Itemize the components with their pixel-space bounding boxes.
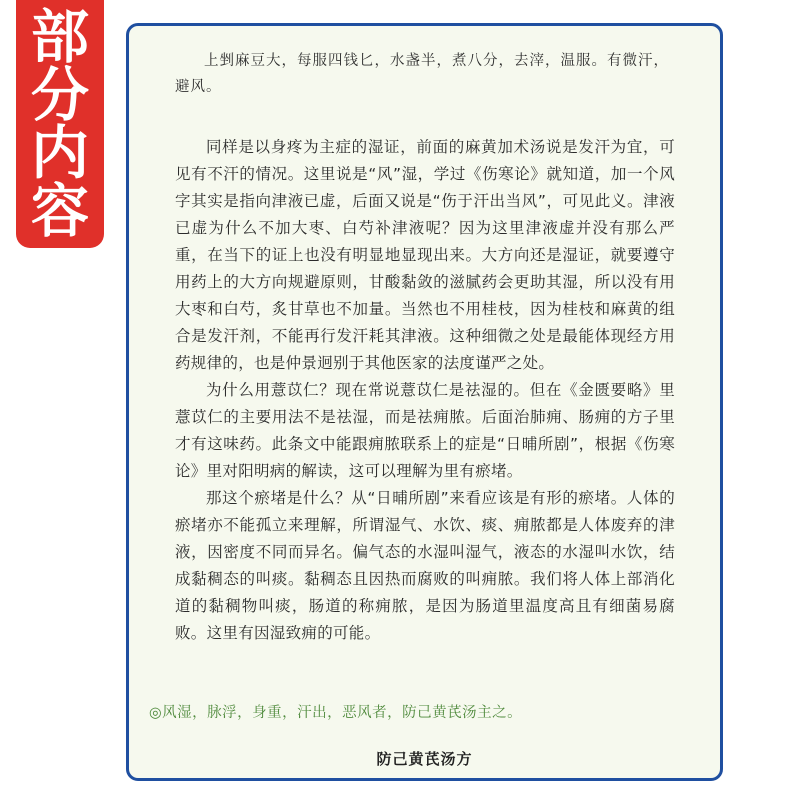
- corner-badge: [16, 0, 104, 248]
- page-text-block: [175, 48, 675, 647]
- formula-instructions: 上剉麻豆大，每服四钱匕，水盏半，煮八分，去滓，温服。有微汗，避风。: [175, 53, 669, 95]
- classic-clause: ◎风湿，脉浮，身重，汗出，恶风者，防己黄芪汤主之。: [149, 705, 523, 721]
- badge-char: 分: [30, 61, 89, 129]
- paragraph: 为什么用薏苡仁？现在常说薏苡仁是祛湿的。但在《金匮要略》里薏苡仁的主要用法不是祛湿，而是祛痈脓。后面治肺痈、肠痈的方子里才有这味药。此条文中能跟痈脓联系上的症是“日晡所剧”，根据《伤寒论》里对阳明病的解读，这可以理解为里有瘀堵。: [175, 381, 675, 480]
- badge-char: 部: [30, 3, 89, 71]
- paragraph: 那这个瘀堵是什么？从“日晡所剧”来看应该是有形的瘀堵。人体的瘀堵亦不能孤立来理解，所谓湿气、水饮、痰、痈脓都是人体废弃的津液，因密度不同而异名。偏气态的水湿叫湿气，液态的水湿叫水饮，结成黏稠态的叫痰。黏稠态且因热而腐败的叫痈脓。我们将人体上部消化道的黏稠物叫痰，肠道的称痈脓，是因为肠道里温度高且有细菌易腐败。这里有因湿致痈的可能。: [175, 489, 675, 642]
- badge-char: 内: [30, 119, 89, 187]
- badge-char: 容: [30, 177, 89, 245]
- paragraph: 同样是以身疼为主症的湿证，前面的麻黄加术汤说是发汗为宜，可见有不汗的情况。这里说是“风”湿，学过《伤寒论》就知道，加一个风字其实是指向津液已虚，后面又说是“伤于汗出当风”，可见此义。津液已虚为什么不加大枣、白芍补津液呢？因为这里津液虚并没有那么严重，在当下的证上也没有明显地显现出来。大方向还是湿证，就要遵守用药上的大方向规避原则，甘酸黏敛的滋腻药会更助其湿，所以没有用大枣和白芍，炙甘草也不加量。当然也不用桂枝，因为桂枝和麻黄的组合是发汗剂，不能再行发汗耗其津液。这种细微之处是最能体现经方用药规律的，也是仲景迥别于其他医家的法度谨严之处。: [175, 138, 675, 372]
- book-page: [126, 23, 723, 781]
- section-heading: 防己黄芪汤方: [376, 750, 473, 768]
